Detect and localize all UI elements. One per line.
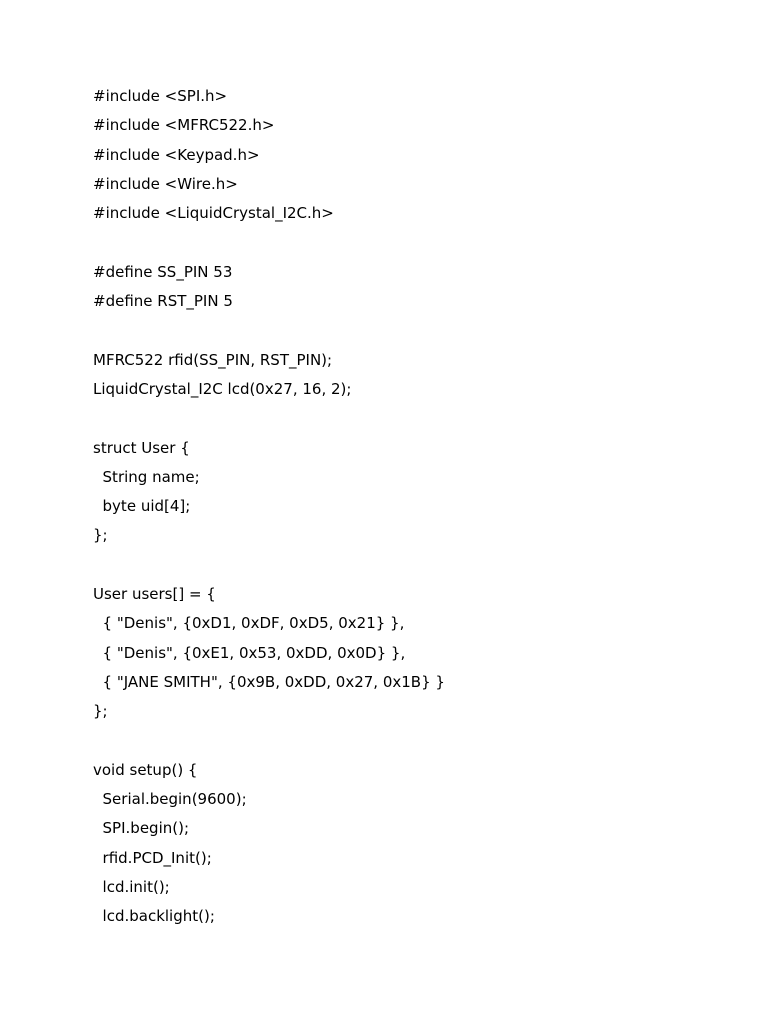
code-line: lcd.init();	[93, 878, 170, 897]
code-line: LiquidCrystal_I2C lcd(0x27, 16, 2);	[93, 379, 352, 398]
code-line: rfid.PCD_Init();	[93, 848, 212, 867]
code-line: struct User {	[93, 438, 190, 457]
code-listing	[93, 82, 733, 932]
code-line: byte uid[4];	[93, 497, 191, 516]
blank-line	[93, 727, 733, 756]
code-line: { "JANE SMITH", {0x9B, 0xDD, 0x27, 0x1B} }	[93, 672, 445, 691]
code-line: #include <MFRC522.h>	[93, 116, 275, 135]
code-line: SPI.begin();	[93, 819, 189, 838]
code-line: { "Denis", {0xE1, 0x53, 0xDD, 0x0D} },	[93, 643, 406, 662]
code-line: User users[] = {	[93, 585, 216, 604]
code-line: #include <Wire.h>	[93, 174, 238, 193]
blank-line	[93, 404, 733, 433]
code-line: void setup() {	[93, 760, 198, 779]
code-line: };	[93, 526, 108, 545]
code-line: Serial.begin(9600);	[93, 790, 247, 809]
code-line: String name;	[93, 467, 200, 486]
code-line: #include <SPI.h>	[93, 87, 228, 105]
blank-line	[93, 551, 733, 580]
blank-line	[93, 316, 733, 345]
code-line: { "Denis", {0xD1, 0xDF, 0xD5, 0x21} },	[93, 614, 405, 633]
code-line: #include <Keypad.h>	[93, 145, 260, 164]
code-line: };	[93, 702, 108, 721]
code-line: #include <LiquidCrystal_I2C.h>	[93, 204, 334, 223]
code-line: lcd.backlight();	[93, 907, 215, 926]
code-line: #define RST_PIN 5	[93, 292, 233, 311]
blank-line	[93, 228, 733, 257]
code-line: MFRC522 rfid(SS_PIN, RST_PIN);	[93, 350, 333, 369]
code-line: #define SS_PIN 53	[93, 262, 233, 281]
